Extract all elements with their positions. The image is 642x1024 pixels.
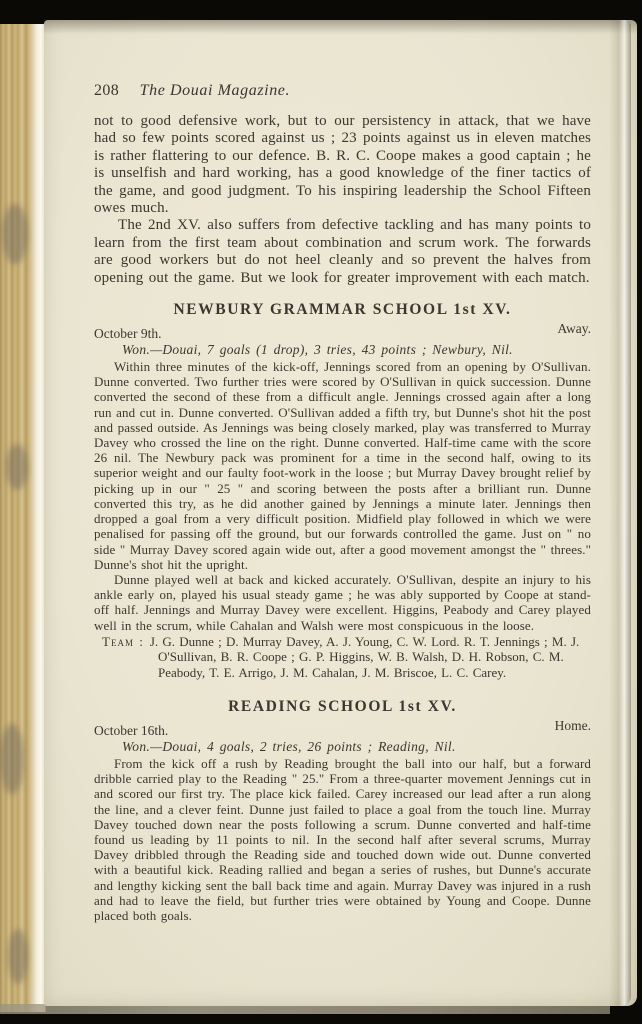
page-number: 208 xyxy=(94,82,120,99)
match-meta xyxy=(94,321,591,342)
match-heading: NEWBURY GRAMMAR SCHOOL 1st XV. xyxy=(173,301,512,319)
match-venue: Away. xyxy=(557,321,591,337)
section-gap xyxy=(94,680,591,684)
fore-edge-stain xyxy=(6,444,28,490)
team-list xyxy=(102,634,591,680)
magazine-title: The Douai Magazine. xyxy=(139,82,291,99)
magazine-page xyxy=(44,20,637,1006)
team-label: Team : xyxy=(102,633,144,649)
book-fore-edge xyxy=(0,24,46,1012)
match-result: Won.—Douai, 7 goals (1 drop), 3 tries, 43 points ; Newbury, Nil. xyxy=(122,342,513,358)
match-heading: READING SCHOOL 1st XV. xyxy=(228,697,457,715)
fore-edge-stain xyxy=(8,929,28,984)
fore-edge-stain xyxy=(0,724,24,794)
intro-paragraph: The 2nd XV. also suffers from defective tackling and has many points to learn from the first team about combination and scrum work. The forwards are good workers but do not heel cleanly and so prevent the halves from opening out the game. But we look for greater improvement with each match. xyxy=(94,217,591,286)
match-date: October 9th. xyxy=(94,326,162,342)
match-report-paragraph: Within three minutes of the kick-off, Jennings scored from an opening by O'Sullivan. Dunne converted. Two further tries were scored by O'Sullivan in quick succession. Dunne converted the second of these from a difficult angle. Jennings crossed again after a long run and cut in. Dunne converted. O'Sullivan added a fifth try, but Dunne's shot hit the post and passed outside. As Jennings was being closely marked, play was transferred to Murray Davey who crossed the line on the right. Dunne converted. Half-time came with the score 26 nil. The Newbury pack was prominent for a time in the second half, owing to its superior weight and our faulty foot-work in the loose ; but Murray Davey brought relief by picking up in our " 25 " and scoring between the posts after a brilliant run. Dunne converted this try, as he did another gained by Jennings a minute later. Jennings then dropped a goal from a very difficult position. Midfield play followed in which we were penalised for passing off the ground, but our forwards controlled the game. Just on " no side " Murray Davey scored again wide out, after a good movement amongst the " threes." Dunne's shot hit the upright. xyxy=(94,359,591,572)
page-content xyxy=(94,20,591,1006)
match-section-reading xyxy=(94,698,591,923)
match-venue: Home. xyxy=(554,717,591,733)
fore-edge-stain xyxy=(2,204,28,264)
team-names: J. G. Dunne ; D. Murray Davey, A. J. Young, C. W. Lord. R. T. Jennings ; M. J. O'Sullivan, B. R. Coope ; G. P. Higgins, W. B. Walsh, D. H. Robson, C. M. Peabody, T. E. Arrigo, J. M. Cahalan, J. M. Briscoe, L. C. Carey. xyxy=(149,633,580,680)
match-meta xyxy=(94,717,591,739)
match-report-paragraph: From the kick off a rush by Reading brought the ball into our half, but a forward dribble carried play to the Reading " 25." From a three-quarter movement Jennings cut in and scored our first try. The place kick failed. Carey increased our lead after a run along the line, and a clever feint. Dunne just failed to place a goal from the touch line. Murray Davey touched down near the posts following a scrum. Dunne converted and half-time found us leading by 11 points to nil. In the second half after several scrums, Murray Davey dribbled through the Reading side and touched down wide out. Dunne converted with a beautiful kick. Reading rallied and began a series of rushes, but Dunne's accurate and lengthy kicking sent the ball back time and again. Murray Davey was injured in a rush and had to leave the field, but further tries were obtained by Young and Coope. Dunne placed both goals. xyxy=(94,755,591,923)
intro-paragraph: not to good defensive work, but to our persistency in attack, that we have had so few points scored against us ; 23 points against us in eleven matches is rather flattering to our defence. B. R. C. Coope makes a good captain ; he is unselfish and hard working, has a good knowledge of the finer tactics of the game, and good judgment. To his inspiring leadership the School Fifteen owes much. xyxy=(94,113,591,217)
match-section-newbury xyxy=(94,301,591,680)
match-report-paragraph: Dunne played well at back and kicked accurately. O'Sullivan, despite an injury to his ankle early on, played his usual steady game ; he was ably supported by Coope at stand-off half. Jennings and Murray Davey were excellent. Higgins, Peabody and Carey played well in the scrum, while Cahalan and Walsh were most conspicuous in the loose. xyxy=(94,571,591,633)
page-right-crease xyxy=(609,20,631,1006)
match-result: Won.—Douai, 4 goals, 2 tries, 26 points ; Reading, Nil. xyxy=(122,738,456,754)
running-header xyxy=(94,82,591,100)
match-date: October 16th. xyxy=(94,722,169,738)
